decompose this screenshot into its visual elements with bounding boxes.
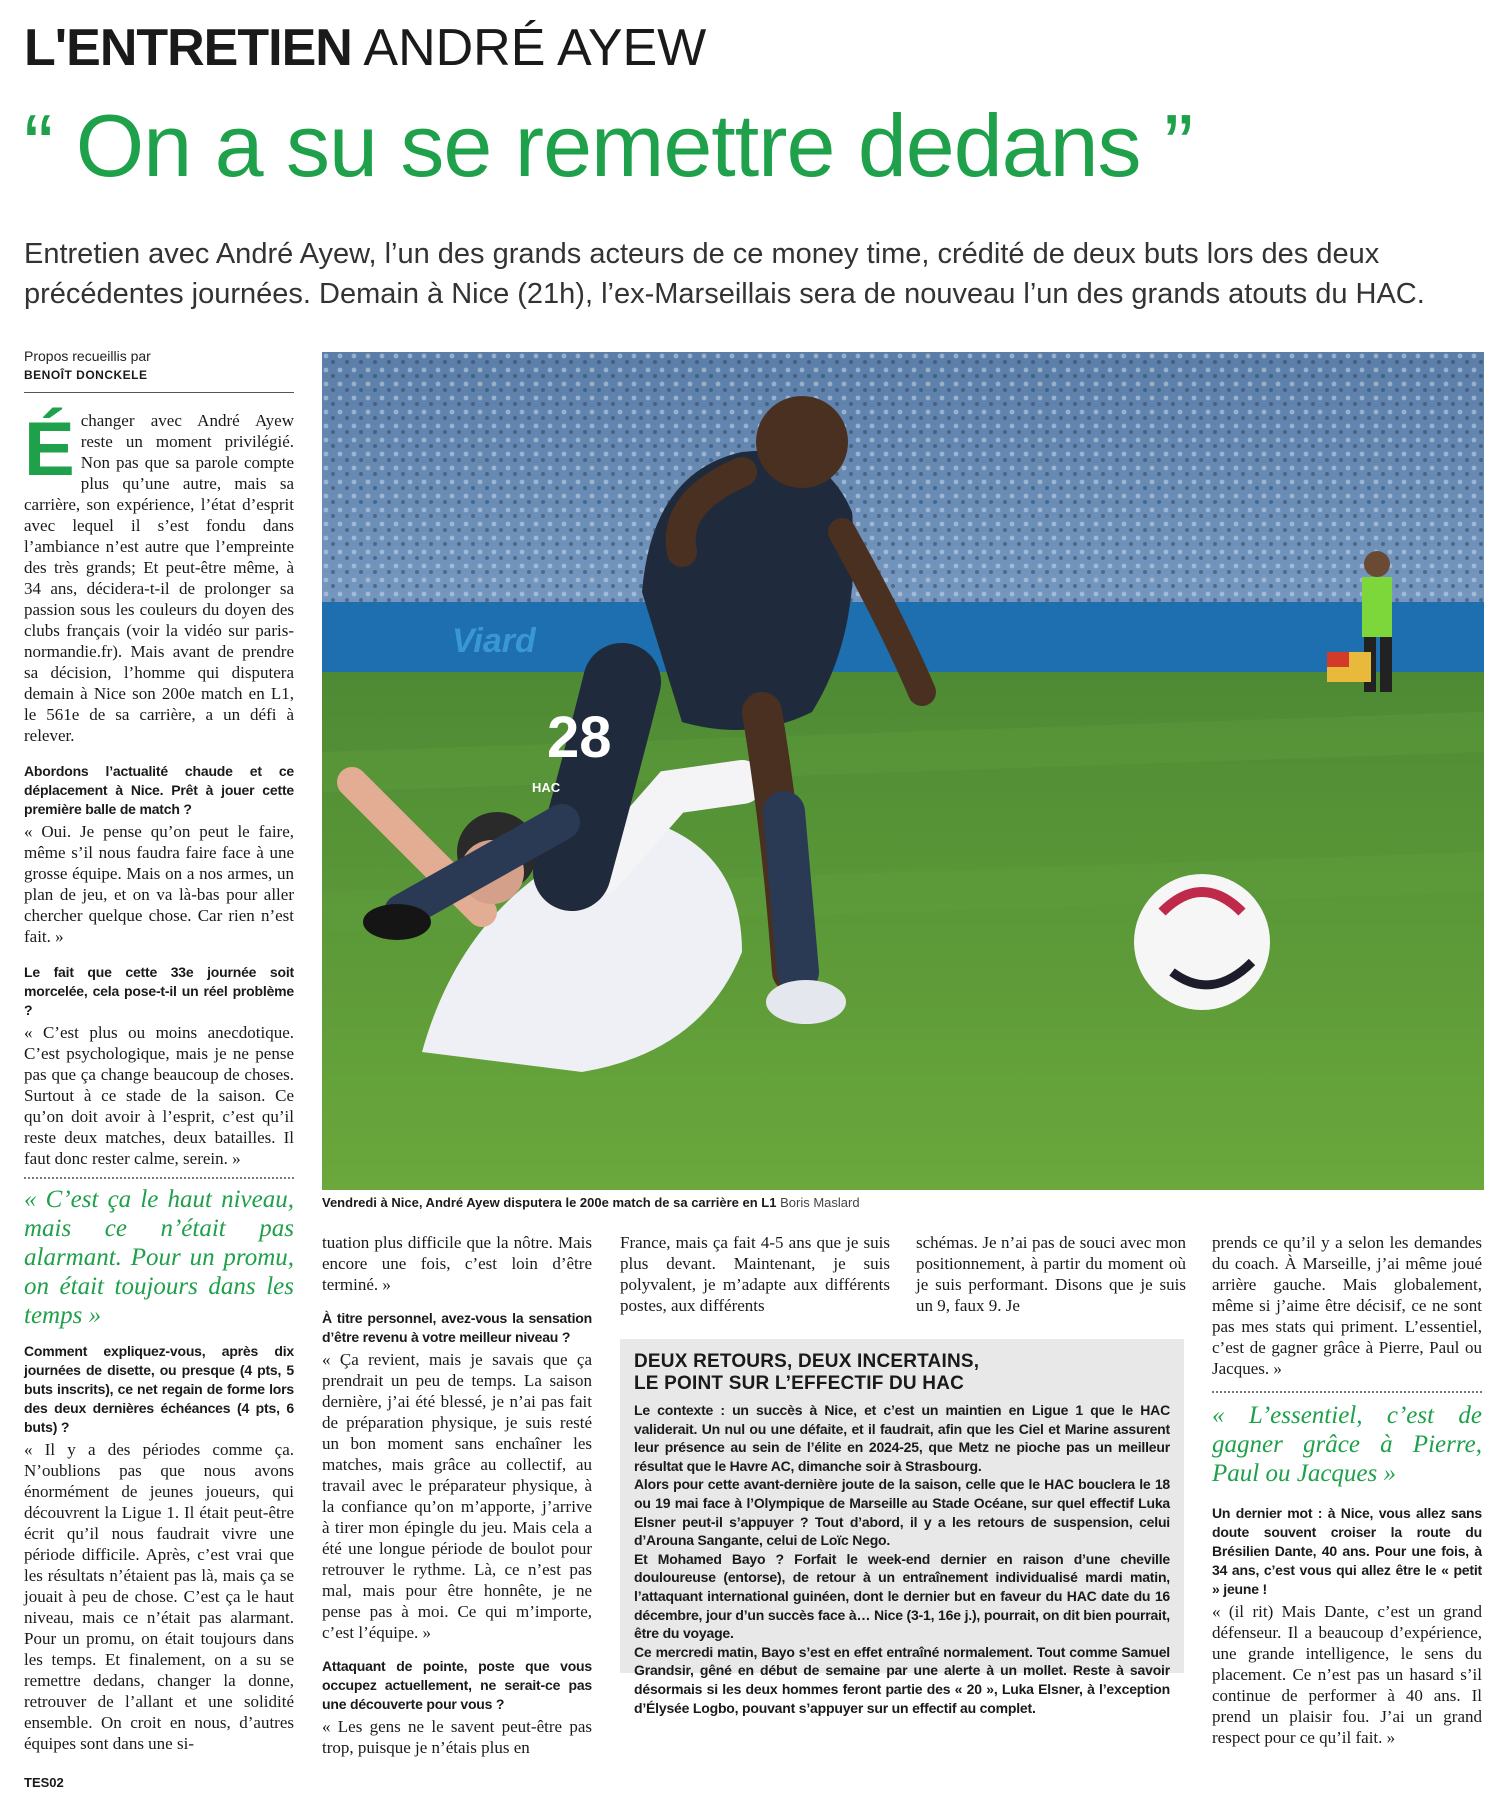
- pull-quote-divider: [1212, 1391, 1482, 1393]
- question: Abordons l’actualité chaude et ce déplacement à Nice. Prêt à jouer cette première balle de match ?: [24, 763, 294, 817]
- column-2: [322, 1232, 592, 1758]
- intro-paragraph: [24, 407, 294, 746]
- box-title: [634, 1351, 1170, 1395]
- jersey-crest: HAC: [532, 780, 561, 795]
- answer: « Oui. Je pense qu’on peut le faire, même s’il nous faudra faire face à une grosse équipe. Mais on a nos armes, un plan de jeu, et on va là-bas pour aller chercher quelque chose. Car rien n’est fait. »: [24, 822, 294, 946]
- pull-quote: « C’est ça le haut niveau, mais ce n’était pas alarmant. Pour un promu, on était toujours dans les temps »: [24, 1186, 294, 1329]
- box-title-line-2: LE POINT SUR L’EFFECTIF DU HAC: [634, 1373, 965, 1394]
- dropcap: É: [24, 407, 75, 492]
- info-box: [620, 1339, 1184, 1716]
- pull-quote-divider: [24, 1177, 294, 1179]
- chapo: Entretien avec André Ayew, l’un des grands acteurs de ce money time, crédité de deux buts lors des deux précédentes journées. Demain à Nice (21h), l’ex-Marseillais sera de nouveau l’un des grands atouts du HAC.: [24, 238, 1425, 310]
- question: Le fait que cette 33e journée soit morcelée, cela pose-t-il un réel problème ?: [24, 964, 294, 1018]
- page-folio: TES02: [24, 1775, 64, 1790]
- ad-board-sponsor: Viard: [452, 622, 536, 660]
- column-5: [1212, 1232, 1482, 1748]
- column-1: [24, 407, 294, 1754]
- photo-caption: [322, 1195, 860, 1210]
- caption-text: Vendredi à Nice, André Ayew disputera le 200e match de sa carrière en L1: [322, 1195, 777, 1210]
- jersey-number: 28: [547, 705, 612, 770]
- question: Un dernier mot : à Nice, vous allez sans doute souvent croiser la route du Brésilien Dante, 40 ans. Pour une fois, à 34 ans, c’est vous qui allez être le « petit » jeune !: [1212, 1505, 1482, 1597]
- answer: « Les gens ne le savent peut-être pas trop, puisque je n’étais plus en: [322, 1717, 592, 1757]
- box-paragraph: Ce mercredi matin, Bayo s’est en effet entraîné normalement. Tout comme Samuel Grandsir, gêné en début de semaine par une alerte à un mollet. Reste à savoir désormais si les deux hommes feront partie des « 20 », Luka Elsner, à l’exception d’Élysée Logbo, pouvant s’appuyer sur un effectif au complet.: [634, 1643, 1170, 1716]
- credit-divider: [24, 392, 294, 393]
- answer: « Il y a des périodes comme ça. N’oublions pas que nous avons énormément de jeunes joueurs, qui découvrent la Ligue 1. Il était peut-être écrit qu’il nous faudrait vivre une période difficile. Après, c’est vrai que les résultats n’étaient pas là, mais ça se jouait à peu de chose. C’est ça le haut niveau, mais ce n’était pas alarmant. Pour un promu, on était toujours dans les temps. Et finalement, on a su se remettre dedans, changer la donne, retrouver de l’allant et une solidité ensemble. On croit en nous, d’autres équipes sont dans une si-: [24, 1440, 294, 1753]
- photo-credit: Boris Maslard: [780, 1195, 860, 1210]
- kicker-name: ANDRÉ AYEW: [363, 19, 707, 77]
- article-photo: [322, 352, 1484, 1190]
- author-name: BENOÎT DONCKELE: [24, 368, 148, 382]
- answer: « C’est plus ou moins anecdotique. C’est psychologique, mais je ne pense pas que ça change beaucoup de choses. Surtout à ce stade de la saison. Ce qu’on doit avoir à l’esprit, c’est qu’il reste deux matches, deux batailles. Il faut donc rester calme, serein. »: [24, 1023, 294, 1168]
- question: Comment expliquez-vous, après dix journées de disette, ou presque (4 pts, 5 buts inscrits), ce net regain de forme lors des deux dernières échéances (4 pts, 6 buts) ?: [24, 1343, 294, 1435]
- question: Attaquant de pointe, poste que vous occupez actuellement, ne serait-ce pas une découverte pour vous ?: [322, 1658, 592, 1712]
- column-text: schémas. Je n’ai pas de souci avec mon positionnement, à partir du moment où je suis performant. Disons que je suis un 9, faux 9. Je: [916, 1233, 1186, 1315]
- box-paragraph: Et Mohamed Bayo ? Forfait le week-end dernier en raison d’une cheville douloureuse (entorse), de retour à un entraînement individualisé mardi matin, l’attaquant international guinéen, dont le dernier but en faveur du HAC date du 16 décembre, jour d’un succès face à… Nice (3-1, 16e j.), pourrait, on dit bien pourrait, être du voyage.: [634, 1550, 1170, 1642]
- question: À titre personnel, avez-vous la sensation d’être revenu à votre meilleur niveau ?: [322, 1310, 592, 1345]
- answer: « Ça revient, mais je savais que ça prendrait un peu de temps. La saison dernière, j’ai été blessé, je n’ai pas fait de préparation physique, je suis resté un bon moment sans enchaîner les matches, mais grâce au collectif, au travail avec le préparateur physique, à la confiance qu’on m’apporte, j’arrive à tirer mon épingle du jeu. Mais cela a été une longue période de boulot pour retrouver le rythme. Là, ce n’est pas mal, mais pour être honnête, je ne pense pas à moi. Ce qui m’importe, c’est l’équipe. »: [322, 1350, 592, 1642]
- column-4: [916, 1232, 1186, 1316]
- box-paragraph: Alors pour cette avant-dernière joute de la saison, celle que le HAC bouclera le 18 ou 19 mai face à l’Olympique de Marseille au Stade Océane, sur quel effectif Luka Elsner peut-il s’appuyer ? Tout d’abord, il y a les retours de suspension, celui d’Arouna Sangante, celui de Loïc Nego.: [634, 1476, 1170, 1549]
- column-3: [620, 1232, 890, 1316]
- box-paragraph: Le contexte : un succès à Nice, et c’est un maintien en Ligue 1 que le HAC validerait. Un nul ou une défaite, et il faudrait, afin que les Ciel et Marine assurent leur présence au sein de l’élite en 2024-25, que Metz ne pioche pas un meilleur résultat que le Havre AC, dimanche soir à Strasbourg.: [634, 1402, 1170, 1474]
- section-kicker: [24, 18, 706, 78]
- answer: « (il rit) Mais Dante, c’est un grand défenseur. Il a beaucoup d’expérience, une grande intelligence, le sens du placement. Ce n’est pas un hasard s’il continue de performer à 40 ans. Il prend un plaisir fou. J’ai un grand respect pour ce qu’il fait. »: [1212, 1602, 1482, 1747]
- column-text: prends ce qu’il y a selon les demandes du coach. À Marseille, j’ai même joué arrière gauche. Mais globalement, même si j’aime être décisif, ce ne sont pas mes stats qui priment. L’essentiel, c’est de gagner grâce à Pierre, Paul ou Jacques. »: [1212, 1233, 1482, 1378]
- intro-text: changer avec André Ayew reste un moment privilégié. Non pas que sa parole compte plus qu’une autre, mais sa carrière, son expérience, l’état d’esprit avec lequel il s’est fondu dans l’ambiance n’est autre que l’empreinte des très grands; Et peut-être même, à 34 ans, décidera-t-il de prolonger sa passion sous les couleurs du doyen des clubs français (voir la vidéo sur paris-normandie.fr). Mais avant de prendre sa décision, l’homme qui disputera demain à Nice son 200e match en L1, le 561e de sa carrière, a un défi à relever.: [24, 411, 294, 745]
- pull-quote: « L’essentiel, c’est de gagner grâce à Pierre, Paul ou Jacques »: [1212, 1402, 1482, 1487]
- column-text: France, mais ça fait 4-5 ans que je suis plus devant. Maintenant, je suis polyvalent, je m’adapte aux différents postes, aux différents: [620, 1233, 890, 1315]
- author-credit-label: Propos recueillis par: [24, 348, 151, 364]
- football-action-illustration: [322, 352, 1484, 1190]
- headline: “ On a su se remettre dedans ”: [24, 96, 1193, 195]
- box-title-line-1: DEUX RETOURS, DEUX INCERTAINS,: [634, 1351, 980, 1372]
- answer: tuation plus difficile que la nôtre. Mais encore une fois, c’est loin d’être terminé. »: [322, 1233, 592, 1294]
- kicker-bold: L'ENTRETIEN: [24, 19, 352, 77]
